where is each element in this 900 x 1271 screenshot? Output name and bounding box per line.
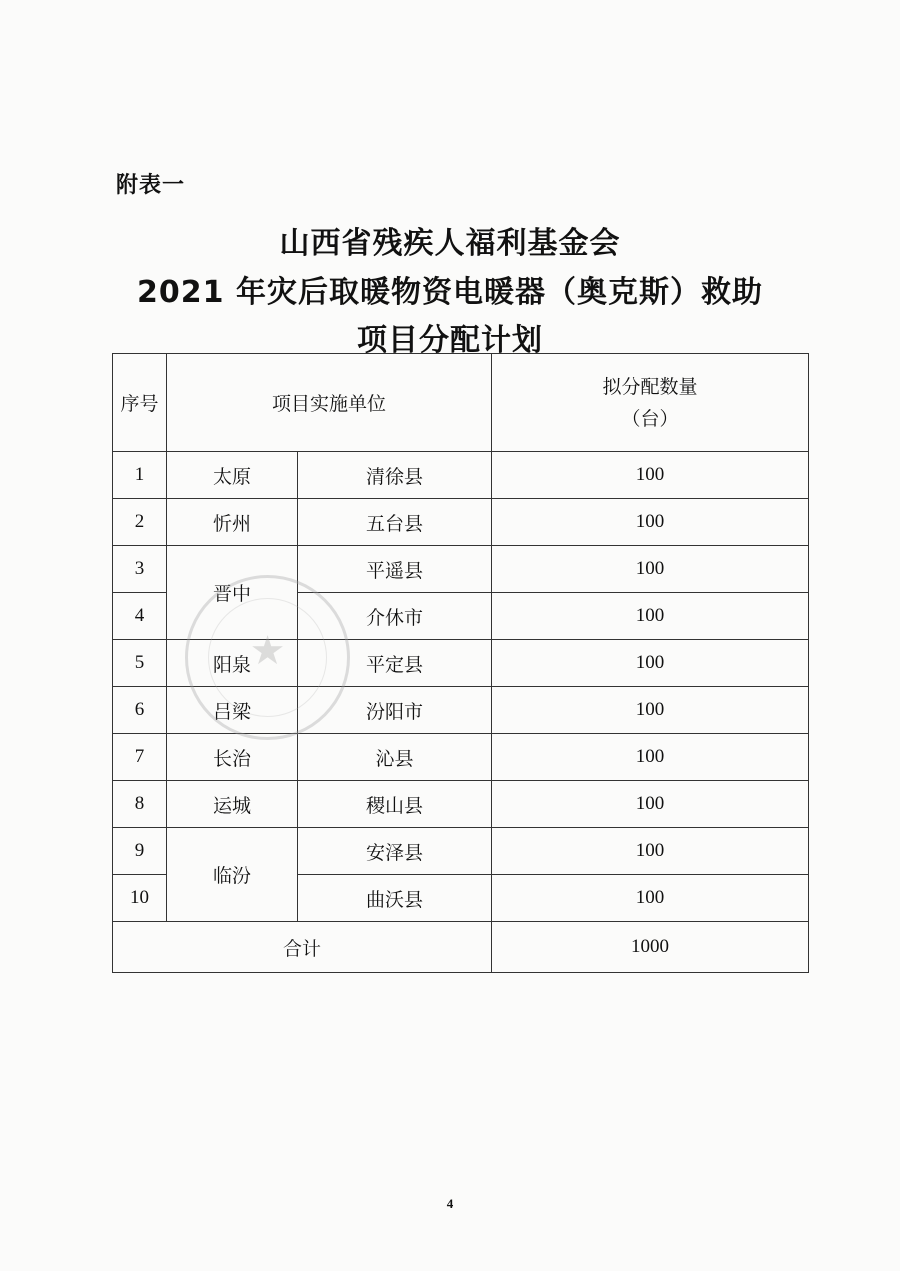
header-seq: 序号: [113, 354, 167, 452]
qty-cell: 100: [492, 452, 809, 499]
table-row: [113, 452, 809, 499]
seq-cell: 8: [113, 781, 167, 828]
qty-cell: 100: [492, 499, 809, 546]
seq-cell: 6: [113, 687, 167, 734]
city-cell: 太原: [167, 452, 298, 499]
table-row: [113, 734, 809, 781]
seq-cell: 4: [113, 593, 167, 640]
county-cell: 介休市: [298, 593, 492, 640]
table-row: [113, 499, 809, 546]
city-cell: 忻州: [167, 499, 298, 546]
county-cell: 平定县: [298, 640, 492, 687]
seq-cell: 5: [113, 640, 167, 687]
seq-cell: 9: [113, 828, 167, 875]
seq-cell: 7: [113, 734, 167, 781]
qty-cell: 100: [492, 687, 809, 734]
header-qty: [492, 354, 809, 452]
table-row: [113, 828, 809, 875]
seq-cell: 10: [113, 875, 167, 922]
city-cell: 运城: [167, 781, 298, 828]
header-qty-line2: （台）: [621, 407, 679, 430]
title-line-3: 项目分配计划: [357, 323, 543, 358]
qty-cell: 100: [492, 546, 809, 593]
total-label: 合计: [113, 922, 492, 973]
page-number: 4: [446, 1196, 454, 1211]
qty-cell: 100: [492, 593, 809, 640]
seq-cell: 2: [113, 499, 167, 546]
official-seal-stamp: [185, 575, 350, 740]
title-line-2: 2021 年灾后取暖物资电暖器（奥克斯）救助: [137, 275, 763, 310]
county-cell: 曲沃县: [298, 875, 492, 922]
qty-cell: 100: [492, 828, 809, 875]
qty-cell: 100: [492, 875, 809, 922]
title-line-1: 山西省残疾人福利基金会: [279, 226, 621, 261]
header-qty-line1: 拟分配数量: [602, 375, 698, 398]
seq-cell: 1: [113, 452, 167, 499]
header-unit: 项目实施单位: [167, 354, 492, 452]
county-cell: 稷山县: [298, 781, 492, 828]
county-cell: 汾阳市: [298, 687, 492, 734]
seal-star-icon: ★: [249, 628, 286, 674]
city-cell: 阳泉: [167, 640, 298, 687]
city-cell: 临汾: [167, 828, 298, 922]
county-cell: 沁县: [298, 734, 492, 781]
table-row: [113, 546, 809, 593]
qty-cell: 100: [492, 734, 809, 781]
city-cell: 长治: [167, 734, 298, 781]
county-cell: 清徐县: [298, 452, 492, 499]
city-cell: 晋中: [167, 546, 298, 640]
table-header-row: [113, 354, 809, 452]
qty-cell: 100: [492, 640, 809, 687]
city-cell: 吕梁: [167, 687, 298, 734]
annex-label: 附表一: [116, 173, 186, 198]
total-qty: 1000: [492, 922, 809, 973]
table-row: [113, 781, 809, 828]
county-cell: 平遥县: [298, 546, 492, 593]
total-row: [113, 922, 809, 973]
county-cell: 五台县: [298, 499, 492, 546]
qty-cell: 100: [492, 781, 809, 828]
county-cell: 安泽县: [298, 828, 492, 875]
seq-cell: 3: [113, 546, 167, 593]
